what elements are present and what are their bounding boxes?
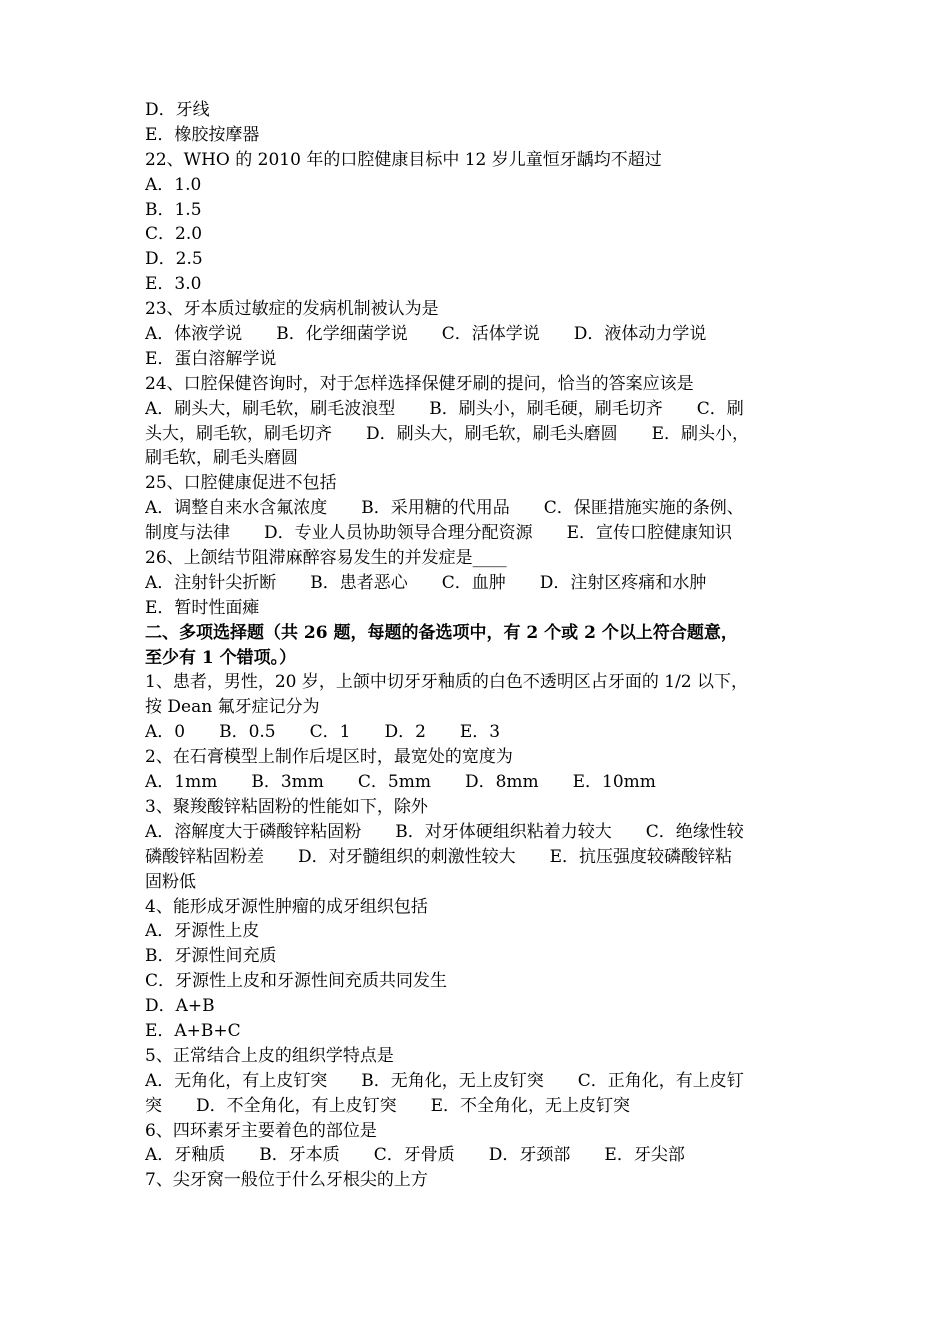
option-line: A．注射针尖折断 B．患者恶心 C．血肿 D．注射区疼痛和水肿 [145, 572, 707, 593]
option-line: A．无角化，有上皮钉突 B．无角化，无上皮钉突 C．正角化，有上皮钉 [145, 1070, 744, 1091]
option-line: A．牙釉质 B．牙本质 C．牙骨质 D．牙颈部 E．牙尖部 [145, 1145, 685, 1166]
option-line: A．溶解度大于磷酸锌粘固粉 B．对牙体硬组织粘着力较大 C．绝缘性较 [145, 821, 744, 842]
option-line: E．暂时性面瘫 [145, 597, 260, 618]
question-line: 4、能形成牙源性肿瘤的成牙组织包括 [145, 896, 428, 917]
question-line: 22、WHO 的 2010 年的口腔健康目标中 12 岁儿童恒牙龋均不超过 [145, 149, 662, 170]
document-page [145, 98, 810, 1193]
option-line: 制度与法律 D．专业人员协助领导合理分配资源 E．宣传口腔健康知识 [145, 523, 733, 544]
question-line: 7、尖牙窝一般位于什么牙根尖的上方 [145, 1170, 428, 1191]
question-line: 24、口腔保健咨询时，对于怎样选择保健牙刷的提问，恰当的答案应该是 [145, 373, 694, 394]
option-line: E．A+B+C [145, 1020, 241, 1041]
option-line: A．体液学说 B．化学细菌学说 C．活体学说 D．液体动力学说 [145, 324, 707, 345]
option-line: D．牙线 [145, 100, 210, 120]
section-heading: 至少有 1 个错项。） [145, 647, 297, 668]
option-line: A．0 B．0.5 C．1 D．2 E．3 [145, 722, 501, 743]
option-line: 突 D．不全角化，有上皮钉突 E．不全角化，无上皮钉突 [145, 1095, 631, 1116]
option-line: 头大，刷毛软，刷毛切齐 D．刷头大，刷毛软，刷毛头磨圆 E．刷头小， [145, 423, 750, 444]
question-line: 5、正常结合上皮的组织学特点是 [145, 1045, 394, 1066]
question-line: 3、聚羧酸锌粘固粉的性能如下，除外 [145, 796, 428, 817]
option-line: B．1.5 [145, 199, 202, 220]
option-line: 刷毛软，刷毛头磨圆 [145, 448, 298, 469]
section-heading: 二、多项选择题（共 26 题，每题的备选项中，有 2 个或 2 个以上符合题意， [145, 622, 738, 643]
question-line: 25、口腔健康促进不包括 [145, 473, 337, 494]
option-line: A．刷头大，刷毛软，刷毛波浪型 B．刷头小，刷毛硬，刷毛切齐 C．刷 [145, 398, 744, 419]
option-line: E．橡胶按摩器 [145, 124, 260, 145]
option-line: D．2.5 [145, 249, 203, 270]
option-line: C．牙源性上皮和牙源性间充质共同发生 [145, 971, 448, 992]
option-line: 磷酸锌粘固粉差 D．对牙髓组织的刺激性较大 E．抗压强度较磷酸锌粘 [145, 846, 733, 867]
option-line: A．调整自来水含氟浓度 B．采用糖的代用品 C．保匪措施实施的条例、 [145, 498, 744, 519]
question-line: 2、在石膏模型上制作后堤区时，最宽处的宽度为 [145, 747, 513, 768]
option-line: E．3.0 [145, 274, 202, 295]
question-line: 1、患者，男性，20 岁，上颌中切牙牙釉质的白色不透明区占牙面的 1/2 以下， [145, 672, 749, 693]
option-line: D．A+B [145, 996, 215, 1017]
question-line: 23、牙本质过敏症的发病机制被认为是 [145, 299, 439, 320]
option-line: A．1.0 [145, 174, 202, 195]
question-line: 按 Dean 氟牙症记分为 [145, 697, 320, 718]
question-line: 6、四环素牙主要着色的部位是 [145, 1120, 377, 1141]
question-line: 26、上颌结节阻滞麻醉容易发生的并发症是____ [145, 548, 507, 569]
option-line: A．1mm B．3mm C．5mm D．8mm E．10mm [145, 772, 656, 793]
option-line: B．牙源性间充质 [145, 946, 277, 967]
option-line: C．2.0 [145, 224, 203, 245]
option-line: E．蛋白溶解学说 [145, 348, 277, 369]
option-line: A．牙源性上皮 [145, 921, 260, 942]
option-line: 固粉低 [145, 871, 196, 892]
